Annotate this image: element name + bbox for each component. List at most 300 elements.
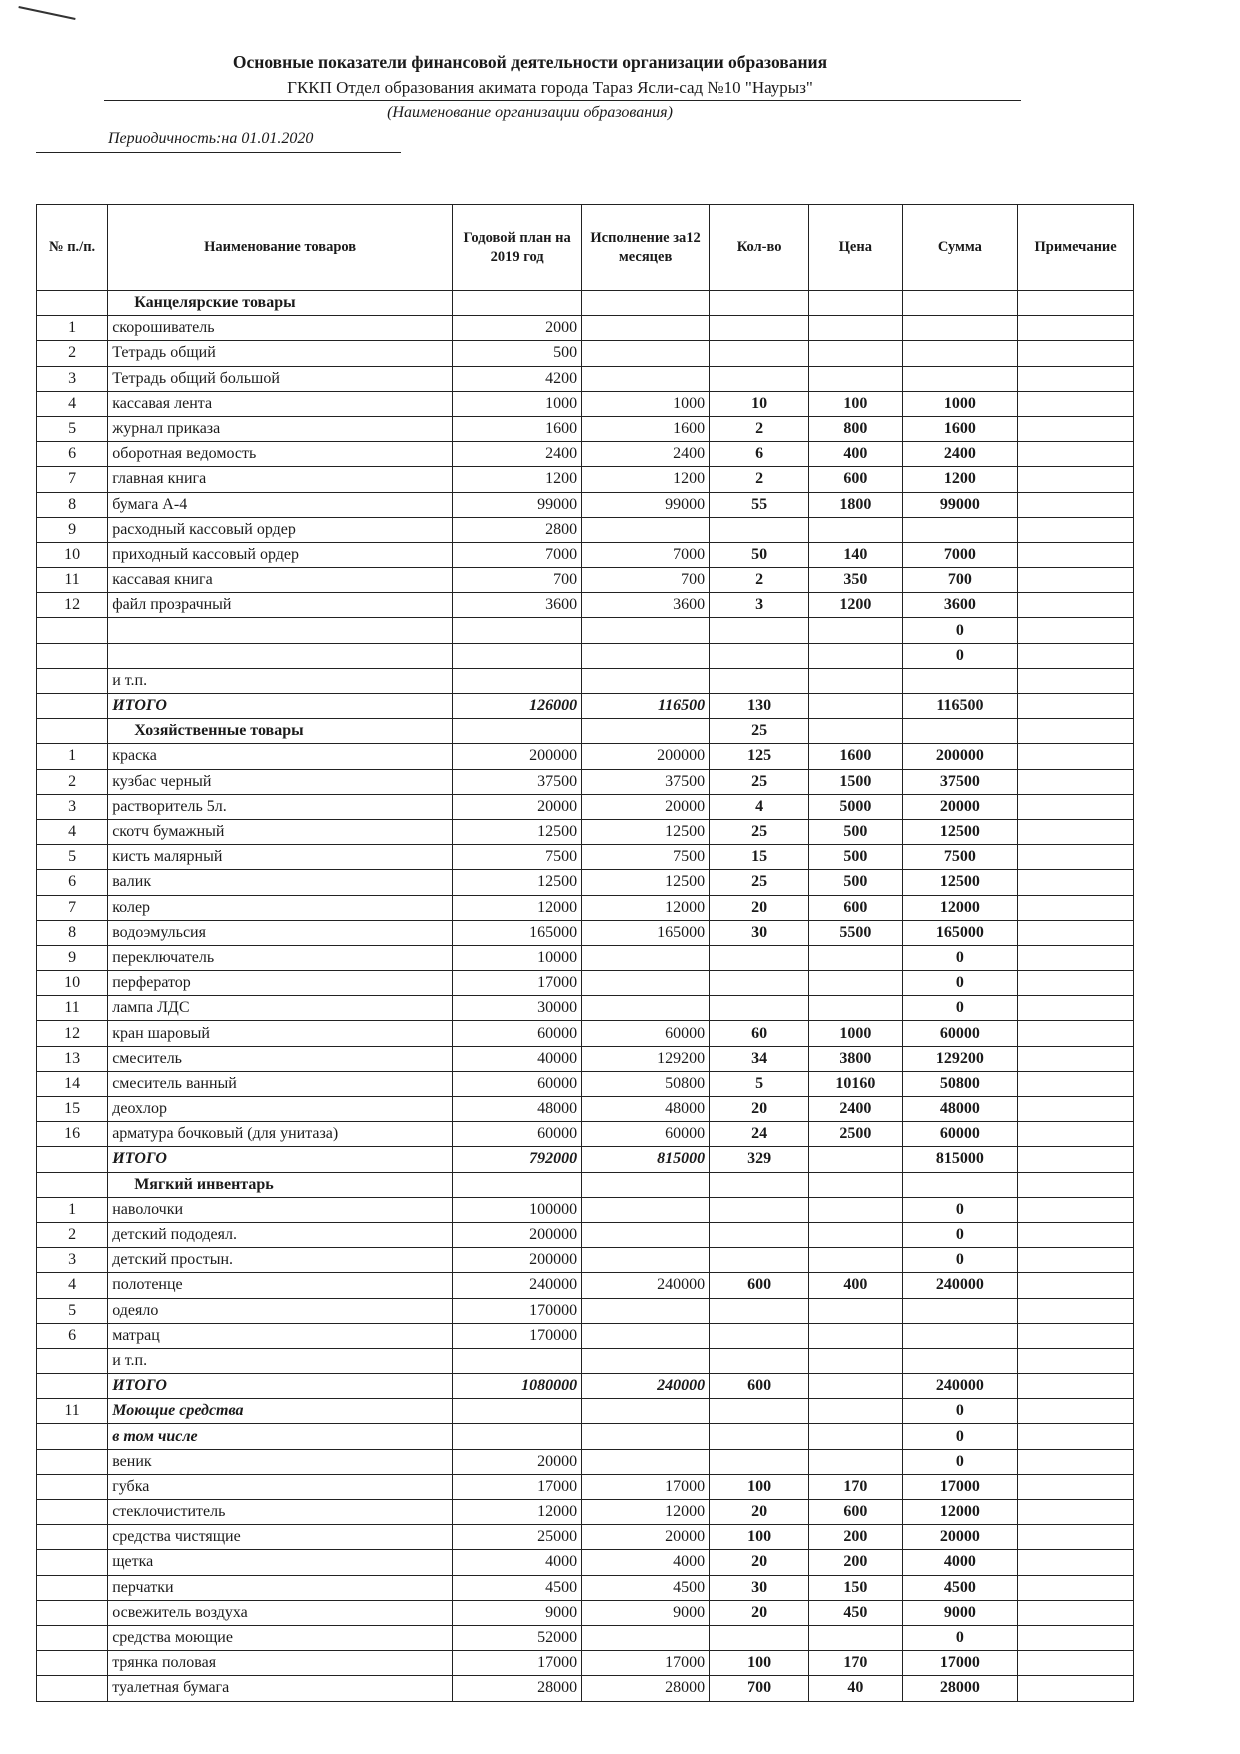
cell-quantity xyxy=(710,341,809,366)
cell-plan: 4500 xyxy=(453,1575,582,1600)
cell-price xyxy=(809,1449,902,1474)
cell-note xyxy=(1018,1222,1134,1247)
table-row xyxy=(37,895,1134,920)
cell-number xyxy=(37,1525,108,1550)
cell-execution xyxy=(582,668,710,693)
cell-execution xyxy=(582,316,710,341)
cell-plan: 60000 xyxy=(453,1071,582,1096)
cell-sum xyxy=(902,517,1018,542)
cell-number xyxy=(37,668,108,693)
cell-execution xyxy=(582,719,710,744)
cell-price: 1800 xyxy=(809,492,902,517)
cell-number xyxy=(37,1575,108,1600)
cell-price: 5000 xyxy=(809,794,902,819)
cell-sum: 129200 xyxy=(902,1046,1018,1071)
cell-price: 140 xyxy=(809,542,902,567)
cell-quantity xyxy=(710,1424,809,1449)
cell-plan: 7500 xyxy=(453,845,582,870)
cell-sum xyxy=(902,1323,1018,1348)
cell-number xyxy=(37,291,108,316)
cell-note xyxy=(1018,568,1134,593)
cell-quantity xyxy=(710,1399,809,1424)
cell-sum: 20000 xyxy=(902,794,1018,819)
cell-execution xyxy=(582,341,710,366)
cell-quantity: 5 xyxy=(710,1071,809,1096)
document-title: Основные показатели финансовой деятельности организации образования xyxy=(232,52,828,72)
cell-price: 40 xyxy=(809,1676,902,1701)
cell-execution: 2400 xyxy=(582,442,710,467)
cell-number: 12 xyxy=(37,1021,108,1046)
table-row xyxy=(37,316,1134,341)
cell-plan: 2800 xyxy=(453,517,582,542)
cell-price xyxy=(809,1222,902,1247)
cell-price: 200 xyxy=(809,1525,902,1550)
cell-quantity xyxy=(710,1323,809,1348)
cell-name: смеситель ванный xyxy=(108,1071,453,1096)
cell-plan: 40000 xyxy=(453,1046,582,1071)
cell-plan: 12000 xyxy=(453,1500,582,1525)
cell-execution: 99000 xyxy=(582,492,710,517)
cell-name: файл прозрачный xyxy=(108,593,453,618)
cell-number: 6 xyxy=(37,1323,108,1348)
cell-note xyxy=(1018,492,1134,517)
cell-name: Мягкий инвентарь xyxy=(108,1172,453,1197)
cell-sum xyxy=(902,1172,1018,1197)
cell-note xyxy=(1018,668,1134,693)
table-row xyxy=(37,492,1134,517)
cell-number: 1 xyxy=(37,1197,108,1222)
cell-name: кузбас черный xyxy=(108,769,453,794)
cell-sum: 28000 xyxy=(902,1676,1018,1701)
cell-sum: 12500 xyxy=(902,870,1018,895)
cell-plan: 126000 xyxy=(453,694,582,719)
cell-name: краска xyxy=(108,744,453,769)
cell-note xyxy=(1018,593,1134,618)
cell-execution xyxy=(582,971,710,996)
cell-note xyxy=(1018,391,1134,416)
cell-plan xyxy=(453,668,582,693)
cell-note xyxy=(1018,1273,1134,1298)
cell-execution: 240000 xyxy=(582,1273,710,1298)
cell-name xyxy=(108,618,453,643)
cell-sum: 1600 xyxy=(902,416,1018,441)
cell-note xyxy=(1018,895,1134,920)
table-row xyxy=(37,1575,1134,1600)
table-row xyxy=(37,870,1134,895)
cell-number xyxy=(37,1651,108,1676)
cell-name: скотч бумажный xyxy=(108,819,453,844)
cell-quantity xyxy=(710,316,809,341)
column-header-sum: Сумма xyxy=(902,205,1018,291)
cell-execution: 20000 xyxy=(582,1525,710,1550)
cell-sum xyxy=(902,1298,1018,1323)
table-row xyxy=(37,1525,1134,1550)
cell-number: 7 xyxy=(37,467,108,492)
table-row xyxy=(37,1348,1134,1373)
cell-name: губка xyxy=(108,1474,453,1499)
cell-price: 200 xyxy=(809,1550,902,1575)
cell-plan: 4000 xyxy=(453,1550,582,1575)
cell-quantity xyxy=(710,618,809,643)
cell-execution: 3600 xyxy=(582,593,710,618)
cell-price xyxy=(809,945,902,970)
cell-name: кассавая книга xyxy=(108,568,453,593)
cell-sum: 7000 xyxy=(902,542,1018,567)
cell-note xyxy=(1018,1500,1134,1525)
column-header-name: Наименование товаров xyxy=(108,205,453,291)
cell-note xyxy=(1018,366,1134,391)
table-row xyxy=(37,643,1134,668)
table-row xyxy=(37,920,1134,945)
cell-quantity: 600 xyxy=(710,1374,809,1399)
cell-name: веник xyxy=(108,1449,453,1474)
cell-execution xyxy=(582,996,710,1021)
cell-sum: 0 xyxy=(902,1222,1018,1247)
cell-number xyxy=(37,643,108,668)
cell-note xyxy=(1018,618,1134,643)
cell-note xyxy=(1018,1575,1134,1600)
cell-plan: 4200 xyxy=(453,366,582,391)
cell-plan: 12000 xyxy=(453,895,582,920)
cell-note xyxy=(1018,416,1134,441)
cell-sum: 7500 xyxy=(902,845,1018,870)
cell-sum: 0 xyxy=(902,643,1018,668)
table-row xyxy=(37,1474,1134,1499)
cell-number: 13 xyxy=(37,1046,108,1071)
cell-quantity xyxy=(710,643,809,668)
section-row xyxy=(37,719,1134,744)
cell-sum: 240000 xyxy=(902,1374,1018,1399)
cell-note xyxy=(1018,1600,1134,1625)
cell-sum: 99000 xyxy=(902,492,1018,517)
cell-plan: 1080000 xyxy=(453,1374,582,1399)
cell-price xyxy=(809,643,902,668)
subsection-row xyxy=(37,1399,1134,1424)
cell-quantity xyxy=(710,1248,809,1273)
cell-sum: 0 xyxy=(902,1424,1018,1449)
cell-note xyxy=(1018,1348,1134,1373)
cell-quantity: 4 xyxy=(710,794,809,819)
cell-quantity: 20 xyxy=(710,1500,809,1525)
cell-plan: 12500 xyxy=(453,870,582,895)
table-row xyxy=(37,416,1134,441)
cell-quantity xyxy=(710,1449,809,1474)
total-row xyxy=(37,694,1134,719)
cell-quantity xyxy=(710,517,809,542)
cell-sum: 12500 xyxy=(902,819,1018,844)
cell-note xyxy=(1018,870,1134,895)
cell-sum: 0 xyxy=(902,1399,1018,1424)
cell-name: матрац xyxy=(108,1323,453,1348)
cell-name: ИТОГО xyxy=(108,1374,453,1399)
cell-name: освежитель воздуха xyxy=(108,1600,453,1625)
total-row xyxy=(37,1147,1134,1172)
cell-name: бумага А-4 xyxy=(108,492,453,517)
cell-number: 16 xyxy=(37,1122,108,1147)
cell-name: Тетрадь общий xyxy=(108,341,453,366)
cell-price: 350 xyxy=(809,568,902,593)
cell-note xyxy=(1018,1248,1134,1273)
cell-price xyxy=(809,366,902,391)
cell-name: валик xyxy=(108,870,453,895)
organization-underline xyxy=(104,100,1021,101)
cell-price: 170 xyxy=(809,1474,902,1499)
cell-price: 500 xyxy=(809,845,902,870)
table-row xyxy=(37,442,1134,467)
cell-execution xyxy=(582,945,710,970)
cell-number: 11 xyxy=(37,996,108,1021)
cell-execution: 60000 xyxy=(582,1021,710,1046)
cell-number xyxy=(37,719,108,744)
cell-note xyxy=(1018,794,1134,819)
cell-note xyxy=(1018,744,1134,769)
cell-price xyxy=(809,719,902,744)
cell-quantity xyxy=(710,366,809,391)
cell-quantity: 24 xyxy=(710,1122,809,1147)
cell-name: кассавая лента xyxy=(108,391,453,416)
table-row xyxy=(37,769,1134,794)
cell-name xyxy=(108,643,453,668)
cell-price: 600 xyxy=(809,895,902,920)
cell-price xyxy=(809,618,902,643)
cell-sum: 0 xyxy=(902,971,1018,996)
period-label: Периодичность:на 01.01.2020 xyxy=(108,130,314,147)
cell-name: детский пододеял. xyxy=(108,1222,453,1247)
cell-sum: 815000 xyxy=(902,1147,1018,1172)
cell-sum xyxy=(902,668,1018,693)
cell-plan: 170000 xyxy=(453,1323,582,1348)
cell-plan: 100000 xyxy=(453,1197,582,1222)
cell-price xyxy=(809,291,902,316)
cell-name: перчатки xyxy=(108,1575,453,1600)
cell-number xyxy=(37,1374,108,1399)
cell-note xyxy=(1018,920,1134,945)
cell-quantity xyxy=(710,1172,809,1197)
cell-price: 5500 xyxy=(809,920,902,945)
cell-plan xyxy=(453,719,582,744)
cell-price xyxy=(809,1424,902,1449)
cell-number xyxy=(37,1500,108,1525)
cell-quantity xyxy=(710,291,809,316)
cell-execution xyxy=(582,1222,710,1247)
cell-execution xyxy=(582,1323,710,1348)
cell-plan: 10000 xyxy=(453,945,582,970)
cell-price: 800 xyxy=(809,416,902,441)
cell-price xyxy=(809,971,902,996)
cell-execution: 17000 xyxy=(582,1474,710,1499)
cell-note xyxy=(1018,1122,1134,1147)
cell-plan: 52000 xyxy=(453,1625,582,1650)
cell-plan: 165000 xyxy=(453,920,582,945)
cell-number: 1 xyxy=(37,744,108,769)
table-row xyxy=(37,1248,1134,1273)
cell-sum: 12000 xyxy=(902,895,1018,920)
organization-name: ГККП Отдел образования акимата города Тараз Ясли-сад №10 "Наурыз" xyxy=(287,78,813,97)
cell-name: средства моющие xyxy=(108,1625,453,1650)
cell-price xyxy=(809,1625,902,1650)
cell-number xyxy=(37,1348,108,1373)
cell-execution xyxy=(582,1172,710,1197)
cell-execution: 12000 xyxy=(582,895,710,920)
cell-number xyxy=(37,1676,108,1701)
cell-price xyxy=(809,316,902,341)
cell-number: 6 xyxy=(37,870,108,895)
cell-price xyxy=(809,1348,902,1373)
table-row xyxy=(37,1122,1134,1147)
cell-quantity: 2 xyxy=(710,568,809,593)
cell-quantity xyxy=(710,1298,809,1323)
cell-number: 3 xyxy=(37,1248,108,1273)
cell-note xyxy=(1018,442,1134,467)
cell-note xyxy=(1018,1046,1134,1071)
cell-name: щетка xyxy=(108,1550,453,1575)
cell-quantity: 30 xyxy=(710,1575,809,1600)
cell-price: 1500 xyxy=(809,769,902,794)
cell-sum: 1200 xyxy=(902,467,1018,492)
cell-sum: 2400 xyxy=(902,442,1018,467)
cell-execution xyxy=(582,291,710,316)
cell-sum: 12000 xyxy=(902,1500,1018,1525)
cell-price xyxy=(809,517,902,542)
cell-number xyxy=(37,1625,108,1650)
cell-plan: 500 xyxy=(453,341,582,366)
table-row xyxy=(37,971,1134,996)
cell-quantity: 25 xyxy=(710,870,809,895)
section-row xyxy=(37,1172,1134,1197)
cell-quantity: 700 xyxy=(710,1676,809,1701)
cell-quantity: 30 xyxy=(710,920,809,945)
cell-number: 3 xyxy=(37,366,108,391)
cell-quantity: 100 xyxy=(710,1474,809,1499)
cell-note xyxy=(1018,1449,1134,1474)
table-row xyxy=(37,945,1134,970)
cell-sum: 17000 xyxy=(902,1474,1018,1499)
cell-price: 150 xyxy=(809,1575,902,1600)
cell-sum: 0 xyxy=(902,996,1018,1021)
cell-note xyxy=(1018,1374,1134,1399)
cell-execution: 12500 xyxy=(582,819,710,844)
period-underline xyxy=(36,152,401,153)
cell-number: 14 xyxy=(37,1071,108,1096)
cell-price: 500 xyxy=(809,870,902,895)
cell-plan: 240000 xyxy=(453,1273,582,1298)
cell-number: 3 xyxy=(37,794,108,819)
cell-execution: 4000 xyxy=(582,1550,710,1575)
cell-plan: 28000 xyxy=(453,1676,582,1701)
cell-price: 10160 xyxy=(809,1071,902,1096)
cell-execution: 28000 xyxy=(582,1676,710,1701)
cell-note xyxy=(1018,341,1134,366)
cell-name: в том числе xyxy=(108,1424,453,1449)
cell-note xyxy=(1018,971,1134,996)
cell-quantity: 329 xyxy=(710,1147,809,1172)
cell-name: средства чистящие xyxy=(108,1525,453,1550)
cell-name: главная книга xyxy=(108,467,453,492)
cell-sum: 60000 xyxy=(902,1122,1018,1147)
table-row xyxy=(37,996,1134,1021)
cell-quantity: 25 xyxy=(710,769,809,794)
cell-execution xyxy=(582,1399,710,1424)
cell-sum: 4000 xyxy=(902,1550,1018,1575)
cell-execution xyxy=(582,1348,710,1373)
cell-quantity xyxy=(710,996,809,1021)
cell-plan: 99000 xyxy=(453,492,582,517)
cell-note xyxy=(1018,1323,1134,1348)
cell-number: 9 xyxy=(37,517,108,542)
cell-execution: 17000 xyxy=(582,1651,710,1676)
cell-plan: 170000 xyxy=(453,1298,582,1323)
cell-plan: 1200 xyxy=(453,467,582,492)
cell-plan: 1000 xyxy=(453,391,582,416)
cell-name: кран шаровый xyxy=(108,1021,453,1046)
cell-name: стеклочиститель xyxy=(108,1500,453,1525)
cell-execution: 48000 xyxy=(582,1097,710,1122)
cell-number: 9 xyxy=(37,945,108,970)
cell-number: 10 xyxy=(37,542,108,567)
cell-execution xyxy=(582,1298,710,1323)
cell-quantity: 600 xyxy=(710,1273,809,1298)
cell-note xyxy=(1018,845,1134,870)
cell-quantity: 100 xyxy=(710,1525,809,1550)
cell-execution: 1600 xyxy=(582,416,710,441)
cell-name: туалетная бумага xyxy=(108,1676,453,1701)
table-row xyxy=(37,1676,1134,1701)
cell-quantity: 34 xyxy=(710,1046,809,1071)
cell-plan: 792000 xyxy=(453,1147,582,1172)
table-row xyxy=(37,1197,1134,1222)
cell-price xyxy=(809,996,902,1021)
cell-name: детский простын. xyxy=(108,1248,453,1273)
cell-name: арматура бочковый (для унитаза) xyxy=(108,1122,453,1147)
cell-quantity xyxy=(710,668,809,693)
cell-number xyxy=(37,1474,108,1499)
table-row xyxy=(37,819,1134,844)
cell-price: 2500 xyxy=(809,1122,902,1147)
cell-note xyxy=(1018,996,1134,1021)
cell-sum: 17000 xyxy=(902,1651,1018,1676)
cell-plan xyxy=(453,1424,582,1449)
cell-quantity: 60 xyxy=(710,1021,809,1046)
cell-execution: 50800 xyxy=(582,1071,710,1096)
cell-plan: 3600 xyxy=(453,593,582,618)
column-header-quantity: Кол-во xyxy=(710,205,809,291)
cell-quantity xyxy=(710,1348,809,1373)
cell-note xyxy=(1018,1172,1134,1197)
cell-quantity xyxy=(710,1625,809,1650)
cell-number: 11 xyxy=(37,568,108,593)
column-header-note: Примечание xyxy=(1018,205,1134,291)
cell-price: 170 xyxy=(809,1651,902,1676)
cell-name: растворитель 5л. xyxy=(108,794,453,819)
cell-price: 450 xyxy=(809,1600,902,1625)
cell-note xyxy=(1018,517,1134,542)
cell-note xyxy=(1018,1550,1134,1575)
column-header-price: Цена xyxy=(809,205,902,291)
cell-name: расходный кассовый ордер xyxy=(108,517,453,542)
cell-name: ИТОГО xyxy=(108,694,453,719)
cell-quantity: 20 xyxy=(710,1550,809,1575)
cell-name: перфератор xyxy=(108,971,453,996)
cell-note xyxy=(1018,316,1134,341)
cell-note xyxy=(1018,643,1134,668)
cell-price: 400 xyxy=(809,442,902,467)
cell-sum xyxy=(902,291,1018,316)
table-row xyxy=(37,1500,1134,1525)
cell-execution: 200000 xyxy=(582,744,710,769)
cell-number: 5 xyxy=(37,416,108,441)
cell-name: Канцелярские товары xyxy=(108,291,453,316)
cell-quantity xyxy=(710,1197,809,1222)
